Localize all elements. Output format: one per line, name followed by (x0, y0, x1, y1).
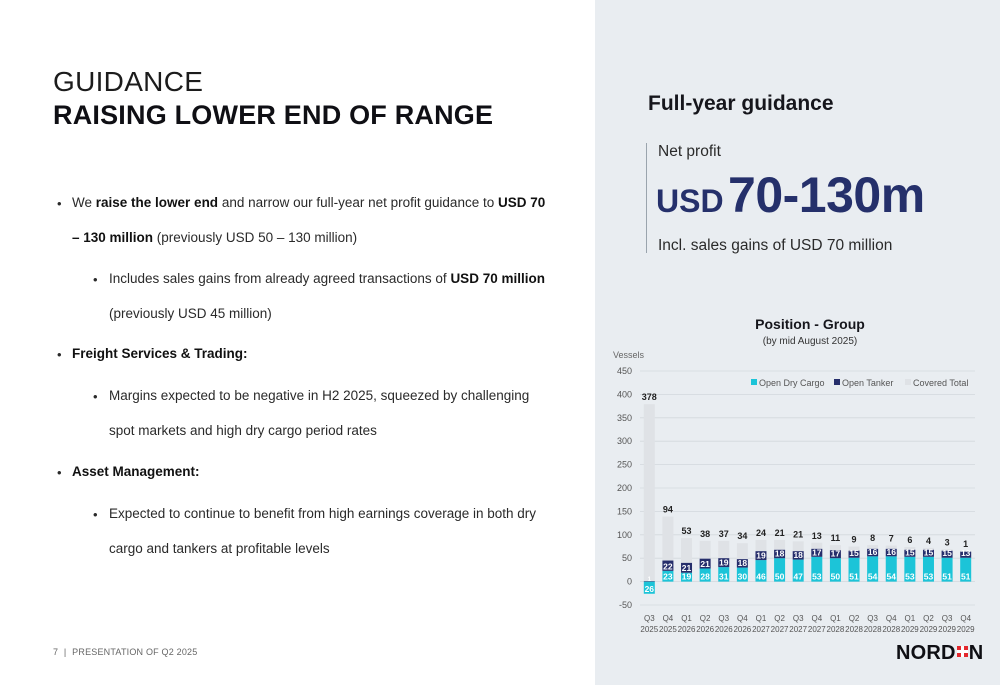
x-tick-quarter: Q3 (792, 614, 804, 623)
bar-covered-total (662, 517, 673, 561)
legend-label: Covered Total (913, 378, 969, 388)
footer-separator: | (63, 647, 67, 657)
bullet-dot: • (57, 196, 62, 211)
flag-icon (957, 646, 968, 657)
net-profit-currency: USD (656, 183, 724, 219)
position-chart (600, 345, 980, 640)
chart-title: Position - Group (755, 316, 865, 332)
x-tick-year: 2027 (752, 625, 770, 634)
bullet-dot: • (57, 347, 62, 362)
data-label-tanker: 21 (681, 563, 692, 574)
data-label-dry: 28 (700, 571, 710, 582)
x-tick-quarter: Q2 (699, 614, 711, 623)
x-tick-quarter: Q4 (737, 614, 748, 623)
net-profit-note: Incl. sales gains of USD 70 million (658, 237, 893, 254)
data-label-dry: 51 (960, 571, 971, 582)
bullet-3: Asset Management: (72, 464, 200, 479)
data-label-tanker: 18 (737, 558, 748, 569)
data-label-tanker: 19 (756, 550, 766, 561)
guidance-divider (646, 143, 647, 253)
bullet-3a-line-1: Expected to continue to benefit from high earnings coverage in both dry (109, 506, 537, 521)
data-label-tanker: 18 (793, 550, 803, 561)
data-label-covered: 21 (774, 527, 785, 538)
legend-label: Open Dry Cargo (759, 378, 825, 388)
data-label-covered: 53 (681, 526, 692, 537)
data-label-tanker: 16 (867, 546, 878, 557)
footer-text: PRESENTATION OF Q2 2025 (72, 647, 198, 657)
x-tick-quarter: Q3 (643, 614, 655, 623)
bullet-dot: • (57, 465, 62, 480)
x-tick-year: 2029 (900, 625, 919, 634)
legend-swatch (905, 379, 911, 385)
data-label-dry: 54 (867, 571, 878, 582)
data-label-covered: 7 (888, 533, 894, 544)
data-label-tanker: 21 (700, 558, 710, 569)
data-label-dry: 46 (756, 571, 766, 582)
x-tick-year: 2025 (659, 625, 677, 634)
data-label-covered: 8 (870, 533, 876, 544)
x-tick-quarter: Q3 (941, 614, 953, 623)
x-tick-quarter: Q3 (718, 614, 730, 623)
data-label-covered: 24 (755, 527, 766, 538)
bar-covered-total (681, 538, 692, 563)
bullet-1a-line-2: (previously USD 45 million) (109, 306, 272, 321)
data-label-dry: 51 (849, 571, 859, 582)
data-label-covered: 3 (944, 537, 950, 548)
y-tick-label: 250 (616, 459, 632, 470)
x-tick-quarter: Q2 (848, 614, 860, 623)
x-tick-year: 2029 (919, 625, 938, 634)
x-tick-quarter: Q1 (830, 614, 841, 623)
bar-covered-total (755, 540, 766, 551)
data-label-tanker: 17 (812, 547, 822, 558)
data-label-covered: 6 (907, 534, 913, 545)
bullet-3a-line-2: cargo and tankers at profitable levels (109, 541, 330, 556)
slide-title: RAISING LOWER END OF RANGE (53, 100, 494, 130)
chart-subtitle: (by mid August 2025) (762, 336, 858, 347)
data-label-tanker: 15 (905, 547, 915, 558)
data-label-dry: 30 (737, 571, 748, 582)
data-label-dry: 54 (886, 571, 896, 582)
page-number: 7 (53, 647, 59, 657)
x-tick-quarter: Q1 (755, 614, 767, 623)
y-tick-label: 400 (616, 389, 632, 400)
x-tick-year: 2026 (733, 625, 752, 634)
data-label-covered: 13 (811, 530, 822, 541)
x-tick-quarter: Q4 (662, 614, 674, 623)
x-tick-quarter: Q2 (923, 614, 934, 623)
data-label-tanker: 17 (830, 548, 841, 559)
bullet-2a-line-2: spot markets and high dry cargo period rates (109, 423, 377, 438)
x-tick-year: 2029 (956, 625, 975, 634)
x-tick-quarter: Q3 (867, 614, 878, 623)
data-label-covered: 1 (963, 539, 969, 550)
data-label-tanker: 13 (960, 548, 971, 559)
bullet-1a-line-1: Includes sales gains from already agreed transactions of USD 70 million (109, 271, 545, 286)
data-label-tanker: 22 (663, 561, 673, 572)
net-profit-range: 70-130m (728, 167, 925, 223)
data-label-tanker: 15 (923, 547, 934, 558)
legend-swatch (834, 379, 840, 385)
nordn-logo: NORD N (896, 642, 984, 664)
x-tick-quarter: Q4 (885, 614, 897, 623)
y-tick-label: 100 (616, 529, 632, 540)
y-tick-label: 300 (616, 436, 632, 447)
data-label-dry: 47 (793, 571, 803, 582)
data-label-covered: 37 (718, 528, 729, 539)
bullet-dot: • (93, 389, 98, 404)
y-axis-label: Vessels (613, 350, 645, 360)
bullet-1-line-2: – 130 million (previously USD 50 – 130 million) (72, 230, 358, 245)
data-label-dry: 19 (681, 571, 692, 582)
data-label-tanker: 18 (774, 548, 785, 559)
x-tick-quarter: Q2 (774, 614, 785, 623)
bar-covered-total (718, 541, 729, 558)
x-tick-year: 2026 (677, 625, 696, 634)
y-tick-label: 0 (626, 576, 632, 587)
legend-swatch (751, 379, 757, 385)
bar-covered-total (700, 541, 711, 559)
bullet-dot: • (93, 507, 98, 522)
bar-covered-total (737, 543, 748, 559)
data-label-covered: 4 (925, 535, 931, 546)
x-tick-year: 2027 (770, 625, 789, 634)
y-tick-label: 50 (621, 553, 632, 564)
data-label-dry: 53 (923, 571, 934, 582)
x-tick-year: 2026 (696, 625, 715, 634)
net-profit-label: Net profit (658, 143, 721, 160)
bullet-1-line-1: We raise the lower end and narrow our full-year net profit guidance to USD 70 (72, 195, 546, 210)
x-tick-year: 2028 (845, 625, 863, 634)
data-label-tanker: 16 (886, 546, 896, 557)
data-label-tanker: 19 (719, 557, 729, 568)
data-label-dry: 53 (812, 571, 822, 582)
x-tick-quarter: Q4 (811, 614, 823, 623)
bar-covered-total (644, 404, 655, 584)
x-tick-year: 2028 (863, 625, 882, 634)
x-tick-year: 2029 (938, 625, 956, 634)
bullet-dot: • (93, 272, 98, 287)
net-profit-value (656, 166, 925, 224)
slide-supertitle: GUIDANCE (53, 66, 204, 97)
data-label-dry: 50 (830, 571, 841, 582)
data-label-covered: 21 (793, 529, 804, 540)
data-label-dry: 53 (905, 571, 915, 582)
data-label-covered: 11 (830, 533, 841, 544)
x-tick-year: 2027 (807, 625, 826, 634)
legend-label: Open Tanker (842, 378, 894, 388)
bullet-2: Freight Services & Trading: (72, 346, 248, 361)
y-tick-label: 150 (616, 506, 632, 517)
x-tick-year: 2028 (882, 625, 901, 634)
data-label-covered: 94 (662, 504, 673, 515)
data-label-dry: 26 (644, 583, 655, 594)
x-tick-year: 2026 (714, 625, 733, 634)
y-tick-label: -50 (618, 600, 632, 610)
data-label-tanker: 15 (942, 548, 952, 559)
x-tick-quarter: Q1 (904, 614, 916, 623)
data-label-covered: 34 (737, 531, 748, 542)
x-tick-year: 2027 (789, 625, 808, 634)
x-tick-quarter: Q4 (960, 614, 972, 623)
x-tick-year: 2028 (826, 625, 845, 634)
data-label-dry: 23 (663, 571, 673, 582)
data-label-dry: 50 (774, 571, 785, 582)
data-label-tanker: 15 (849, 548, 859, 559)
y-tick-label: 450 (616, 366, 632, 376)
y-tick-label: 200 (616, 483, 632, 493)
y-tick-label: 350 (616, 412, 632, 423)
data-label-covered: 9 (851, 534, 857, 545)
bullet-2a-line-1: Margins expected to be negative in H2 2025, squeezed by challenging (109, 388, 530, 403)
data-label-covered: 378 (641, 392, 657, 403)
guidance-title: Full-year guidance (648, 92, 834, 115)
footer (53, 647, 197, 657)
data-label-tanker: 1 (647, 577, 651, 584)
x-tick-year: 2025 (640, 625, 659, 634)
data-label-covered: 38 (700, 528, 711, 539)
data-label-dry: 31 (719, 571, 729, 582)
data-label-dry: 51 (942, 571, 952, 582)
x-tick-quarter: Q1 (681, 614, 692, 623)
